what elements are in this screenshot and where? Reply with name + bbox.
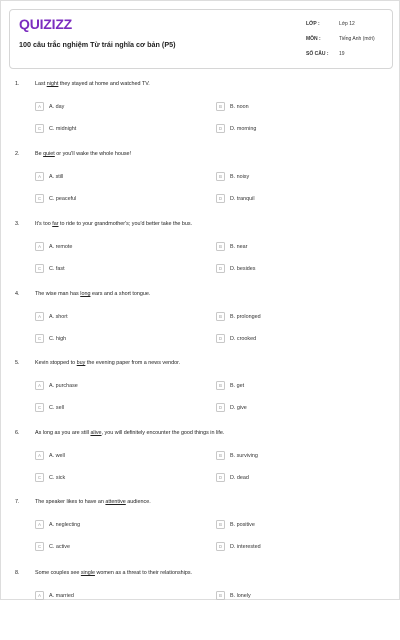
option-text: C. peaceful bbox=[49, 195, 77, 202]
question-text bbox=[35, 291, 150, 297]
option-text: B. surviving bbox=[230, 452, 258, 459]
option-letter-box: D bbox=[216, 473, 225, 482]
answer-option-d[interactable] bbox=[216, 333, 256, 344]
option-letter-box: A bbox=[35, 312, 44, 321]
question-item bbox=[1, 499, 400, 569]
option-letter-box: C bbox=[35, 403, 44, 412]
question-text bbox=[35, 221, 192, 227]
question-number: 5. bbox=[15, 360, 20, 366]
underlined-keyword: alive bbox=[90, 430, 102, 436]
question-item bbox=[1, 221, 400, 291]
question-text-after: or you'll wake the whole house! bbox=[54, 151, 132, 157]
option-text: A. married bbox=[49, 592, 74, 599]
option-text: D. crooked bbox=[230, 335, 257, 342]
option-text: A. neglecting bbox=[49, 521, 81, 528]
answer-option-c[interactable] bbox=[35, 541, 70, 552]
question-text bbox=[35, 499, 151, 505]
question-text-after: women as a threat to their relationships. bbox=[94, 570, 193, 576]
underlined-keyword: long bbox=[80, 291, 91, 297]
question-number: 7. bbox=[15, 499, 20, 505]
question-text-before: The wise man has bbox=[35, 291, 81, 297]
meta-value: Tiếng Anh (mới) bbox=[339, 35, 375, 42]
option-text: B. lonely bbox=[230, 592, 251, 599]
question-text bbox=[35, 430, 224, 436]
option-text: A. remote bbox=[49, 243, 73, 250]
option-letter-box: C bbox=[35, 194, 44, 203]
question-text-before: Some couples see bbox=[35, 570, 81, 576]
question-item bbox=[1, 570, 400, 640]
option-letter-box: D bbox=[216, 194, 225, 203]
option-letter-box: A bbox=[35, 451, 44, 460]
option-text: D. interested bbox=[230, 543, 261, 550]
answer-option-c[interactable] bbox=[35, 472, 65, 483]
answer-option-b[interactable] bbox=[216, 311, 261, 322]
answer-option-c[interactable] bbox=[35, 402, 64, 413]
option-text: B. noisy bbox=[230, 173, 250, 180]
option-letter-box: C bbox=[35, 542, 44, 551]
option-letter-box: A bbox=[35, 242, 44, 251]
option-text: B. noon bbox=[230, 103, 249, 110]
option-letter-box: C bbox=[35, 473, 44, 482]
option-letter-box: B bbox=[216, 451, 225, 460]
answer-option-b[interactable] bbox=[216, 380, 244, 391]
meta-value: 19 bbox=[339, 50, 345, 57]
answer-option-a[interactable] bbox=[35, 450, 65, 461]
option-letter-box: D bbox=[216, 542, 225, 551]
meta-label: LỚP : bbox=[306, 20, 320, 27]
answer-option-a[interactable] bbox=[35, 101, 64, 112]
option-letter-box: C bbox=[35, 124, 44, 133]
option-text: B. positive bbox=[230, 521, 255, 528]
option-letter-box: B bbox=[216, 520, 225, 529]
underlined-keyword: far bbox=[52, 221, 59, 227]
option-text: C. sell bbox=[49, 404, 64, 411]
meta-row-count bbox=[306, 46, 394, 61]
option-letter-box: D bbox=[216, 124, 225, 133]
question-text-after: audience. bbox=[125, 499, 151, 505]
option-text: D. besides bbox=[230, 265, 256, 272]
option-letter-box: B bbox=[216, 102, 225, 111]
meta-value: Lớp 12 bbox=[339, 20, 355, 27]
option-letter-box: C bbox=[35, 264, 44, 273]
question-text-after: they stayed at home and watched TV. bbox=[58, 81, 150, 87]
question-text-before: The speaker likes to have an bbox=[35, 499, 106, 505]
question-text-after: , you will definitely encounter the good things in life. bbox=[101, 430, 225, 436]
question-number: 3. bbox=[15, 221, 20, 227]
option-text: D. dead bbox=[230, 474, 249, 481]
question-item bbox=[1, 291, 400, 361]
question-text-after: ears and a short tongue. bbox=[90, 291, 151, 297]
answer-option-c[interactable] bbox=[35, 333, 66, 344]
option-text: B. prolonged bbox=[230, 313, 261, 320]
question-item bbox=[1, 360, 400, 430]
meta-row-grade bbox=[306, 16, 394, 31]
answer-option-a[interactable] bbox=[35, 241, 72, 252]
question-item bbox=[1, 81, 400, 151]
answer-option-b[interactable] bbox=[216, 171, 249, 182]
meta-label: SỐ CÂU : bbox=[306, 50, 329, 57]
answer-option-a[interactable] bbox=[35, 380, 78, 391]
option-text: A. short bbox=[49, 313, 68, 320]
option-text: A. day bbox=[49, 103, 65, 110]
question-item bbox=[1, 151, 400, 221]
meta-row-subject bbox=[306, 31, 394, 46]
option-letter-box: A bbox=[35, 591, 44, 600]
option-letter-box: B bbox=[216, 242, 225, 251]
option-text: C. high bbox=[49, 335, 67, 342]
underlined-keyword: single bbox=[80, 570, 95, 576]
document-title: 100 câu trắc nghiệm Từ trái nghĩa cơ bản (P5) bbox=[19, 40, 176, 49]
question-text bbox=[35, 81, 150, 87]
question-number: 1. bbox=[15, 81, 20, 87]
answer-option-a[interactable] bbox=[35, 171, 63, 182]
question-text-before: Last bbox=[35, 81, 47, 87]
answer-option-a[interactable] bbox=[35, 590, 74, 601]
answer-option-d[interactable] bbox=[216, 123, 256, 134]
option-text: C. active bbox=[49, 543, 70, 550]
option-letter-box: C bbox=[35, 334, 44, 343]
option-letter-box: D bbox=[216, 264, 225, 273]
option-text: D. tranquil bbox=[230, 195, 255, 202]
answer-option-b[interactable] bbox=[216, 450, 258, 461]
question-number: 6. bbox=[15, 430, 20, 436]
option-letter-box: B bbox=[216, 312, 225, 321]
option-letter-box: A bbox=[35, 520, 44, 529]
option-letter-box: D bbox=[216, 334, 225, 343]
answer-option-b[interactable] bbox=[216, 101, 249, 112]
option-text: B. near bbox=[230, 243, 248, 250]
question-text-after: the evening paper from a news vendor. bbox=[85, 360, 181, 366]
question-text-before: It's too bbox=[35, 221, 53, 227]
option-text: A. well bbox=[49, 452, 65, 459]
answer-option-d[interactable] bbox=[216, 472, 249, 483]
question-number: 2. bbox=[15, 151, 20, 157]
answer-option-c[interactable] bbox=[35, 263, 65, 274]
option-text: A. purchase bbox=[49, 382, 78, 389]
document-header bbox=[9, 9, 393, 69]
answer-option-b[interactable] bbox=[216, 590, 251, 601]
question-text-after: to ride to your grandmother's; you'd better take the bus. bbox=[58, 221, 193, 227]
underlined-keyword: quiet bbox=[43, 151, 55, 157]
option-text: D. give bbox=[230, 404, 247, 411]
question-text-before: Be bbox=[35, 151, 44, 157]
answer-option-d[interactable] bbox=[216, 193, 255, 204]
option-letter-box: B bbox=[216, 172, 225, 181]
option-text: B. get bbox=[230, 382, 245, 389]
question-text bbox=[35, 151, 131, 157]
answer-option-c[interactable] bbox=[35, 123, 76, 134]
option-letter-box: B bbox=[216, 591, 225, 600]
option-letter-box: A bbox=[35, 102, 44, 111]
question-text bbox=[35, 570, 192, 576]
answer-option-a[interactable] bbox=[35, 311, 68, 322]
answer-option-b[interactable] bbox=[216, 519, 255, 530]
underlined-keyword: buy bbox=[76, 360, 86, 366]
option-text: D. morning bbox=[230, 125, 257, 132]
question-text-before: As long as you are still bbox=[35, 430, 91, 436]
meta-label: MÔN : bbox=[306, 35, 321, 42]
option-letter-box: A bbox=[35, 172, 44, 181]
underlined-keyword: night bbox=[46, 81, 59, 87]
answer-option-c[interactable] bbox=[35, 193, 76, 204]
question-number: 4. bbox=[15, 291, 20, 297]
underlined-keyword: attentive bbox=[105, 499, 126, 505]
option-text: A. still bbox=[49, 173, 64, 180]
option-letter-box: B bbox=[216, 381, 225, 390]
quizizz-logo: QUIZIZZ bbox=[19, 16, 73, 32]
option-letter-box: A bbox=[35, 381, 44, 390]
answer-option-a[interactable] bbox=[35, 519, 80, 530]
answer-option-b[interactable] bbox=[216, 241, 247, 252]
answer-option-d[interactable] bbox=[216, 402, 247, 413]
question-text-before: Kevin stopped to bbox=[35, 360, 77, 366]
meta-info bbox=[306, 16, 394, 61]
option-text: C. fast bbox=[49, 265, 65, 272]
answer-option-d[interactable] bbox=[216, 541, 261, 552]
option-text: C. midnight bbox=[49, 125, 77, 132]
option-text: C. sick bbox=[49, 474, 66, 481]
question-text bbox=[35, 360, 180, 366]
question-number: 8. bbox=[15, 570, 20, 576]
question-item bbox=[1, 430, 400, 500]
option-letter-box: D bbox=[216, 403, 225, 412]
answer-option-d[interactable] bbox=[216, 263, 255, 274]
